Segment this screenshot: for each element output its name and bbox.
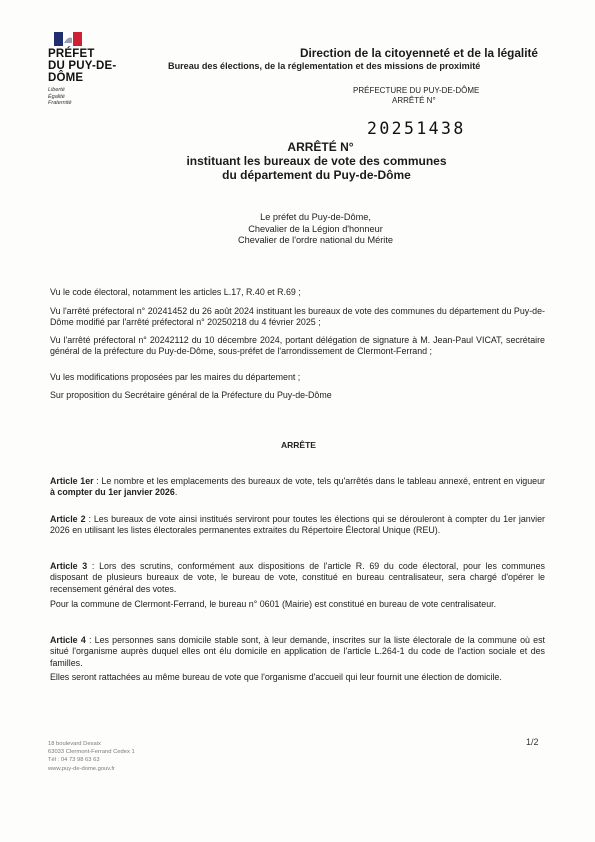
prefect-honor-2: Chevalier de l'ordre national du Mérite: [238, 235, 393, 245]
article-2-label: Article 2: [50, 514, 86, 524]
bureau-subtitle: Bureau des élections, de la réglementation et des missions de proximité: [168, 61, 481, 71]
stamp-prefecture: PRÉFECTURE DU PUY-DE-DÔME: [353, 86, 480, 95]
visa-paragraph: Vu le code électoral, notamment les articles L.17, R.40 et R.69 ;: [50, 287, 301, 297]
visa-paragraph: Sur proposition du Secrétaire général de la Préfecture du Puy-de-Dôme: [50, 390, 332, 400]
visa-paragraph: Vu l'arrêté préfectoral n° 20241452 du 26 août 2024 instituant les bureaux de vote des communes du département du Puy-de-Dôme modifié par l'arrêté préfectoral n° 20250218 du 4 février 2025 ;: [50, 306, 545, 328]
prefect-honor-1: Chevalier de la Légion d'honneur: [248, 223, 383, 234]
article-2-text: : Les bureaux de vote ainsi institués serviront pour toutes les élections qui se dérouleront à compter du 1er janvier 2026 en utilisant les listes électorales permanentes extraites du Répertoire Électoral Unique (REU).: [50, 514, 546, 536]
logo-line-prefet: PRÉFET: [48, 48, 95, 60]
footer-website-link[interactable]: www.puy-de-dome.gouv.fr: [48, 765, 115, 772]
footer-address: [48, 740, 135, 773]
article-4-text: : Les personnes sans domicile stable sont, à leur demande, inscrites sur la liste électorale de la commune où est situé l'organisme auprès duquel elles ont élu domicile en application de l'article L.264-1 du code de l'action sociale et des familles.: [50, 635, 545, 668]
motto-fraternite: Fraternité: [48, 100, 72, 106]
arrete-heading: [0, 440, 595, 450]
direction-title: Direction de la citoyenneté et de la légalité: [300, 46, 538, 60]
article-1-end: .: [174, 487, 178, 498]
motto-liberte: Liberté: [48, 87, 65, 93]
page-number: 1/2: [526, 737, 539, 747]
visa-paragraph: Vu l'arrêté préfectoral n° 20242112 du 10 décembre 2024, portant délégation de signature à M. Jean-Paul VICAT, secrétaire général de la préfecture du Puy-de-Dôme, sous-préfet de l'arrondissement de Clermont-Ferrand ;: [50, 335, 545, 357]
stamp-arrete-label: ARRÊTÉ N°: [392, 96, 436, 105]
motto-egalite: Égalité: [48, 93, 65, 100]
footer-line: 63033 Clermont-Ferrand Cedex 1: [48, 749, 135, 756]
article-2: [50, 514, 545, 537]
article-1: [50, 476, 545, 499]
article-1-label: Article 1er: [50, 476, 94, 486]
title-subject: instituant les bureaux de vote des communes: [186, 154, 447, 168]
article-1-text: : Le nombre et les emplacements des bureaux de vote, tels qu'arrêtés dans le tableau annexé, entrent en vigueur: [93, 476, 545, 486]
article-3-text: : Lors des scrutins, conformément aux dispositions de l'article R. 69 du code électoral, pour les communes disposant de plusieurs bureaux de vote, le bureau de vote, constitué en bureau centralisateur, sera chargé d'opérer le recensement général des votes.: [50, 561, 545, 594]
article-3: [50, 561, 545, 595]
footer-line: Tél : 04 73 98 63 63: [48, 757, 100, 764]
article-1-date: à compter du 1er janvier 2026: [50, 487, 175, 498]
article-4: [50, 635, 545, 669]
document-title: [0, 140, 595, 182]
article-4-label: Article 4: [50, 635, 86, 645]
marianne-logo-icon: [54, 32, 82, 46]
logo-line-department: DU PUY-DE-DÔME: [48, 60, 117, 84]
arrete-heading-text: ARRÊTE: [281, 440, 316, 450]
prefect-block: [0, 212, 595, 247]
title-arrete: ARRÊTÉ N°: [287, 140, 354, 154]
article-3-continued: Pour la commune de Clermont-Ferrand, le bureau n° 0601 (Mairie) est constitué en bureau de vote centralisateur.: [50, 599, 497, 609]
article-3-label: Article 3: [50, 561, 88, 571]
prefect-name: Le préfet du Puy-de-Dôme,: [260, 212, 371, 222]
prefecture-logo: [48, 32, 118, 107]
footer-line: 18 boulevard Desaix: [48, 741, 101, 747]
stamp-arrete-number: 20251438: [367, 119, 466, 138]
article-4-continued: Elles seront rattachées au même bureau de vote que l'organisme d'accueil qui leur fournit une élection de domicile.: [50, 672, 502, 682]
title-department: du département du Puy-de-Dôme: [222, 168, 411, 182]
visa-paragraph: Vu les modifications proposées par les maires du département ;: [50, 372, 301, 382]
